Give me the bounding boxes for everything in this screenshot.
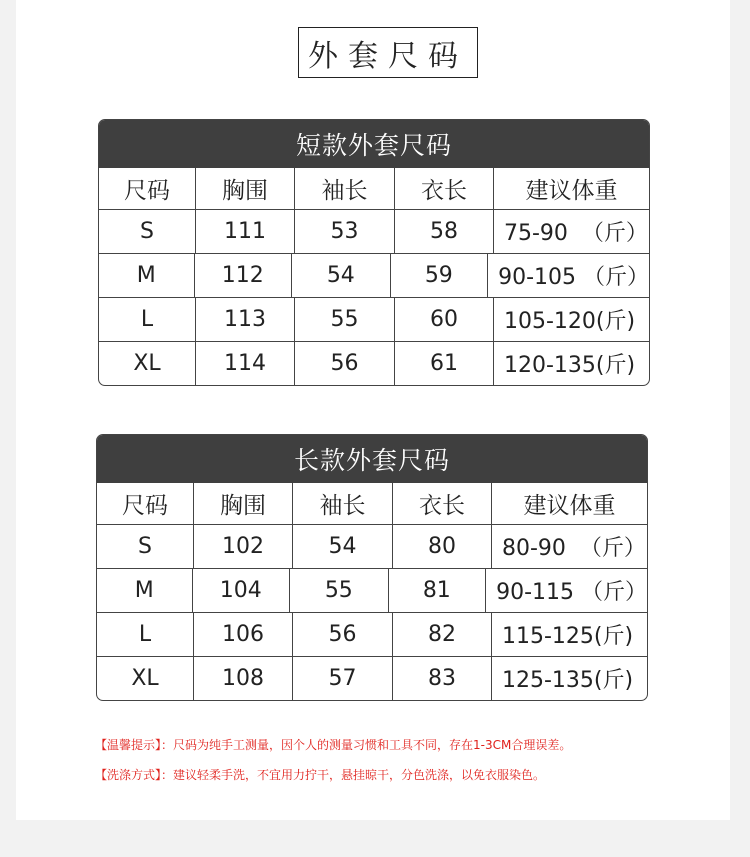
length-cell: 82	[392, 613, 491, 656]
sleeve-cell: 53	[294, 210, 394, 253]
length-cell: 83	[392, 657, 491, 700]
short-coat-size-table	[98, 119, 650, 386]
size-cell: M	[136, 263, 156, 288]
page-title: 外套尺码	[298, 27, 478, 78]
table-row	[97, 568, 647, 612]
sleeve-cell: 56	[294, 342, 394, 385]
sleeve-cell: 54	[292, 525, 392, 568]
weight-cell: 115-125(斤)	[491, 613, 647, 656]
size-cell: S	[138, 534, 152, 559]
header-cell: 衣长	[392, 483, 491, 524]
header-cell: 胸围	[193, 483, 292, 524]
header-cell: 衣长	[394, 168, 493, 209]
size-cell: S	[140, 219, 154, 244]
sleeve-cell: 55	[294, 298, 394, 341]
size-cell: L	[140, 307, 154, 332]
weight-cell: 90-105 （斤）	[487, 254, 649, 297]
weight-cell: 105-120(斤)	[493, 298, 649, 341]
header-cell: 建议体重	[491, 483, 647, 524]
washing-tip: 【洗涤方式】：建议轻柔手洗，不宜用力拧干，悬挂晾干，分色洗涤，以免衣服染色。	[95, 768, 546, 782]
chest-cell: 111	[195, 210, 294, 253]
size-cell: XL	[133, 351, 161, 376]
chest-cell: 112	[194, 254, 292, 297]
sleeve-cell: 56	[292, 613, 392, 656]
length-cell: 58	[394, 210, 493, 253]
weight-cell: 90-115 （斤）	[485, 569, 647, 612]
size-cell: M	[134, 578, 154, 603]
length-cell: 60	[394, 298, 493, 341]
chest-cell: 114	[195, 342, 294, 385]
table-row	[99, 297, 649, 341]
chest-cell: 104	[192, 569, 290, 612]
table-row	[99, 341, 649, 385]
header-cell: 尺码	[124, 178, 170, 204]
weight-cell: 80-90 （斤）	[491, 525, 647, 568]
header-cell: 袖长	[292, 483, 392, 524]
table-row	[99, 253, 649, 297]
length-cell: 81	[388, 569, 486, 612]
weight-cell: 120-135(斤)	[493, 342, 649, 385]
header-cell: 建议体重	[493, 168, 649, 209]
size-cell: L	[138, 622, 152, 647]
table-header-row	[97, 483, 647, 524]
chest-cell: 108	[193, 657, 292, 700]
length-cell: 59	[390, 254, 488, 297]
table-row	[99, 209, 649, 253]
chest-cell: 102	[193, 525, 292, 568]
weight-cell: 125-135(斤)	[491, 657, 647, 700]
table-row	[97, 656, 647, 700]
sleeve-cell: 55	[289, 569, 388, 612]
table-title: 长款外套尺码	[97, 435, 647, 483]
sleeve-cell: 54	[291, 254, 390, 297]
measurement-tip: 【温馨提示】：尺码为纯手工测量，因个人的测量习惯和工具不同，存在1-3CM合理误差。	[95, 738, 572, 752]
header-cell: 袖长	[294, 168, 394, 209]
table-header-row	[99, 168, 649, 209]
table-title: 短款外套尺码	[99, 120, 649, 168]
chest-cell: 106	[193, 613, 292, 656]
length-cell: 80	[392, 525, 491, 568]
size-cell: XL	[131, 666, 159, 691]
length-cell: 61	[394, 342, 493, 385]
chest-cell: 113	[195, 298, 294, 341]
sleeve-cell: 57	[292, 657, 392, 700]
header-cell: 胸围	[195, 168, 294, 209]
table-row	[97, 524, 647, 568]
header-cell: 尺码	[122, 493, 168, 519]
weight-cell: 75-90 （斤）	[493, 210, 649, 253]
long-coat-size-table	[96, 434, 648, 701]
table-row	[97, 612, 647, 656]
